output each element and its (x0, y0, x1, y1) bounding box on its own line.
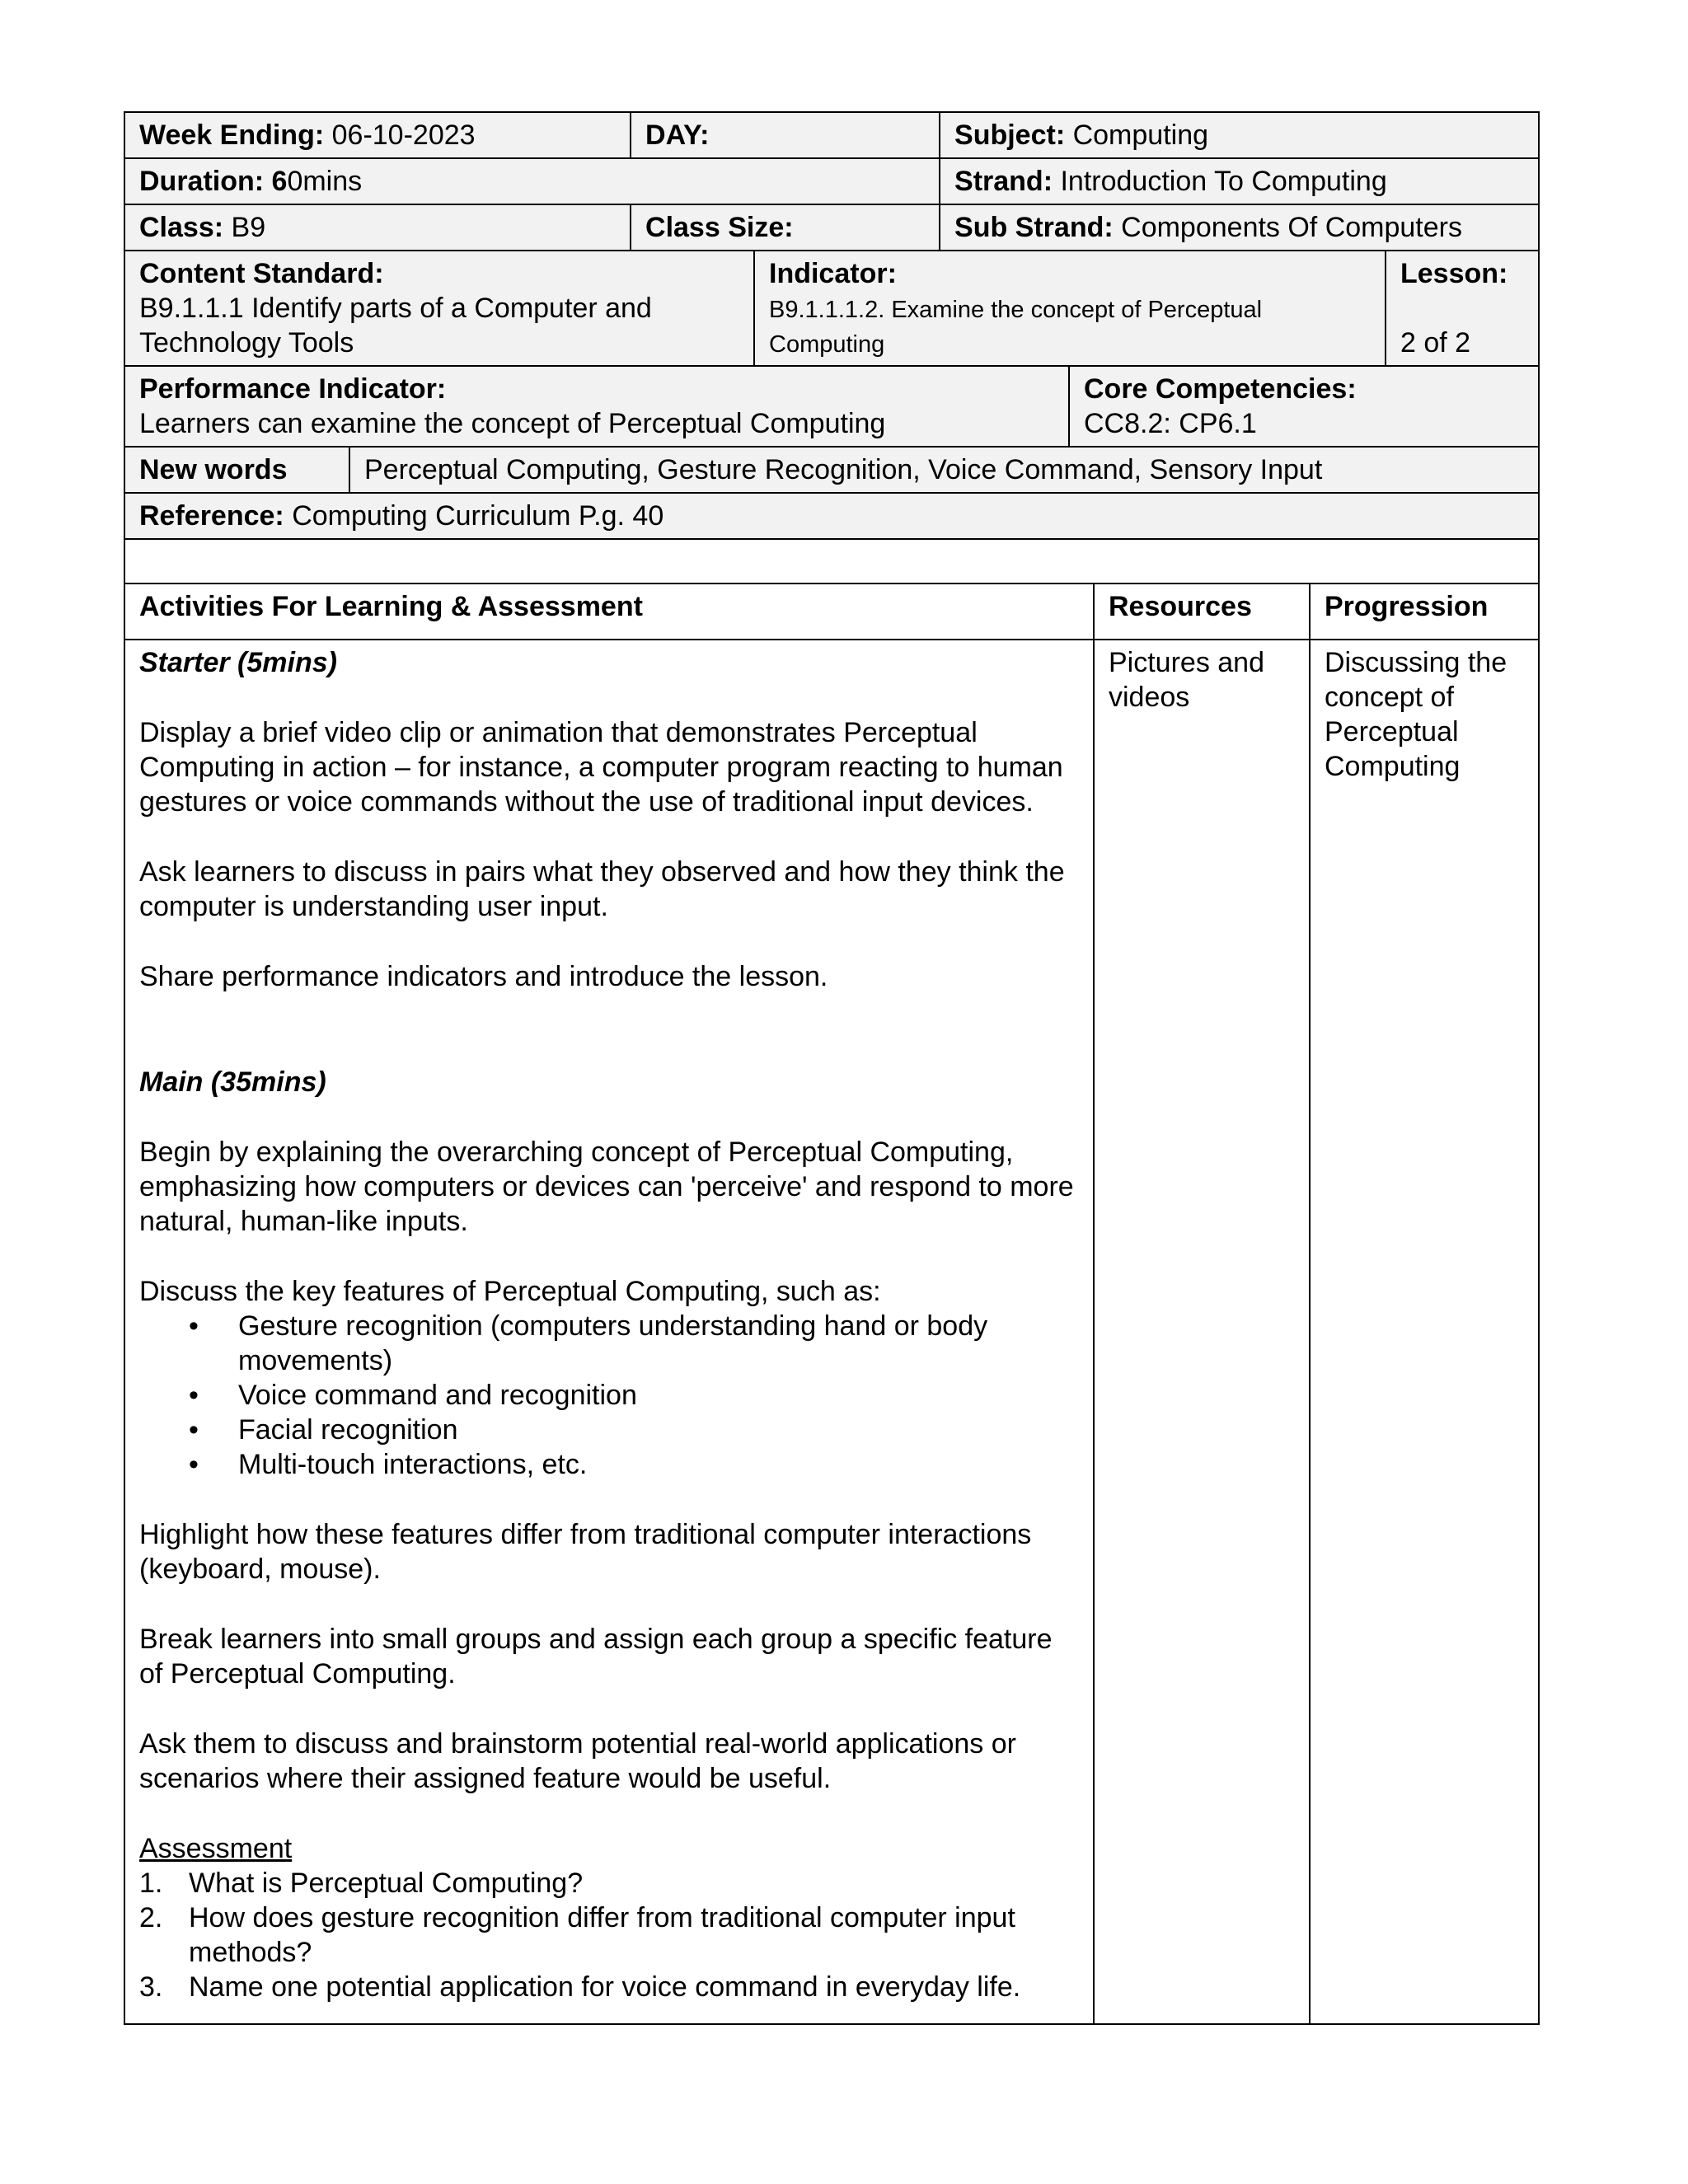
activities-table (124, 583, 1540, 2025)
list-item: • Voice command and recognition (238, 1378, 1079, 1413)
activities-header-row (124, 583, 1539, 640)
content-standard-value: B9.1.1.1 Identify parts of a Computer and Technology Tools (139, 293, 652, 359)
progression-cell: Discussing the concept of Perceptual Computing (1310, 640, 1539, 2024)
list-item: • Gesture recognition (computers understanding hand or body movements) (238, 1309, 1079, 1378)
performance-indicator-value: Learners can examine the concept of Perceptual Computing (139, 408, 886, 439)
item-number: 1. (139, 1868, 163, 1899)
main-paragraph-4: Break learners into small groups and assign each group a specific feature of Perceptual Computing. (139, 1624, 1053, 1690)
row-reference (124, 493, 1539, 539)
new-words-label-cell (124, 447, 349, 493)
item-number: 2. (139, 1902, 163, 1933)
subject-label: Subject: (954, 120, 1066, 151)
list-item (139, 1900, 1079, 1970)
list-item: • Multi-touch interactions, etc. (238, 1447, 1079, 1482)
performance-table (124, 365, 1540, 448)
sub-strand-cell (940, 204, 1539, 251)
starter-title: Starter (5mins) (139, 647, 337, 678)
week-ending-cell (124, 112, 631, 158)
reference-cell (124, 493, 1539, 539)
day-cell (631, 112, 940, 158)
starter-paragraph-2: Ask learners to discuss in pairs what they observed and how they think the computer is understanding user input. (139, 856, 1065, 922)
row-class (124, 204, 1539, 251)
indicator-label: Indicator: (769, 258, 897, 289)
core-competencies-label: Core Competencies: (1084, 373, 1357, 405)
lesson-value: 2 of 2 (1400, 327, 1471, 359)
week-ending-value: 06-10-2023 (331, 120, 476, 151)
duration-label: Duration: 6 (139, 166, 288, 197)
main-paragraph-3: Highlight how these features differ from traditional computer interactions (keyboard, mouse). (139, 1519, 1032, 1585)
standards-table (124, 250, 1540, 367)
main-title: Main (35mins) (139, 1066, 326, 1098)
main-paragraph-1: Begin by explaining the overarching concept of Perceptual Computing, emphasizing how computers or devices can 'perceive' and respond to more natural, human-like inputs. (139, 1137, 1074, 1237)
class-cell (124, 204, 631, 251)
item-text: Name one potential application for voice command in everyday life. (189, 1971, 1021, 2003)
strand-value: Introduction To Computing (1060, 166, 1387, 197)
row-performance (124, 366, 1539, 447)
row-week (124, 112, 1539, 158)
sub-strand-label: Sub Strand: (954, 212, 1114, 243)
list-item (139, 1970, 1079, 2004)
content-standard-label: Content Standard: (139, 258, 384, 289)
strand-cell (940, 158, 1539, 204)
row-new-words (124, 447, 1539, 493)
lesson-cell (1386, 251, 1539, 366)
list-item: • Facial recognition (238, 1413, 1079, 1447)
resources-cell: Pictures and videos (1094, 640, 1310, 2024)
indicator-cell (754, 251, 1386, 366)
row-duration (124, 158, 1539, 204)
indicator-value: B9.1.1.1.2. Examine the concept of Perceptual Computing (769, 297, 1263, 358)
core-competencies-cell (1069, 366, 1539, 447)
class-size-cell (631, 204, 940, 251)
sub-strand-value: Components Of Computers (1121, 212, 1462, 243)
class-value: B9 (231, 212, 266, 243)
main-paragraph-5: Ask them to discuss and brainstorm potential real-world applications or scenarios where their assigned feature would be useful. (139, 1728, 1016, 1794)
activities-body-row (124, 640, 1539, 2024)
performance-indicator-label: Performance Indicator: (139, 373, 447, 405)
spacer-cell (124, 539, 1539, 583)
new-words-value: Perceptual Computing, Gesture Recognition, Voice Command, Sensory Input (364, 454, 1323, 485)
features-list (139, 1309, 1079, 1482)
col-progression-header: Progression (1310, 583, 1539, 640)
col-activities-header: Activities For Learning & Assessment (124, 583, 1094, 640)
week-ending-label: Week Ending: (139, 120, 325, 151)
strand-label: Strand: (954, 166, 1053, 197)
day-label: DAY: (645, 120, 710, 151)
new-words-value-cell (349, 447, 1539, 493)
lesson-header-table (124, 111, 1540, 251)
subject-cell (940, 112, 1539, 158)
item-text: How does gesture recognition differ from traditional computer input methods? (189, 1902, 1015, 1968)
class-size-label: Class Size: (645, 212, 794, 243)
row-spacer (124, 539, 1539, 583)
class-label: Class: (139, 212, 224, 243)
performance-indicator-cell (124, 366, 1069, 447)
subject-value: Computing (1072, 120, 1209, 151)
row-standards (124, 251, 1539, 366)
activities-cell (124, 640, 1094, 2024)
assessment-title: Assessment (139, 1833, 293, 1864)
lesson-plan (124, 111, 1538, 2025)
core-competencies-value: CC8.2: CP6.1 (1084, 408, 1257, 439)
lesson-label: Lesson: (1400, 258, 1508, 289)
assessment-list (139, 1866, 1079, 2004)
duration-cell (124, 158, 940, 204)
col-resources-header: Resources (1094, 583, 1310, 640)
new-words-label: New words (139, 454, 288, 485)
item-number: 3. (139, 1971, 163, 2003)
starter-paragraph-1: Display a brief video clip or animation that demonstrates Perceptual Computing in action – for instance, a computer program reacting to human gestures or voice commands without the use of traditional input devices. (139, 717, 1063, 818)
list-item (139, 1866, 1079, 1900)
duration-value: 0mins (287, 166, 363, 197)
new-words-table (124, 446, 1540, 584)
reference-label: Reference: (139, 500, 284, 532)
content-standard-cell (124, 251, 754, 366)
item-text: What is Perceptual Computing? (189, 1868, 584, 1899)
main-paragraph-2: Discuss the key features of Perceptual Computing, such as: (139, 1276, 881, 1307)
starter-paragraph-3: Share performance indicators and introduce the lesson. (139, 961, 828, 992)
reference-value: Computing Curriculum P.g. 40 (292, 500, 664, 532)
